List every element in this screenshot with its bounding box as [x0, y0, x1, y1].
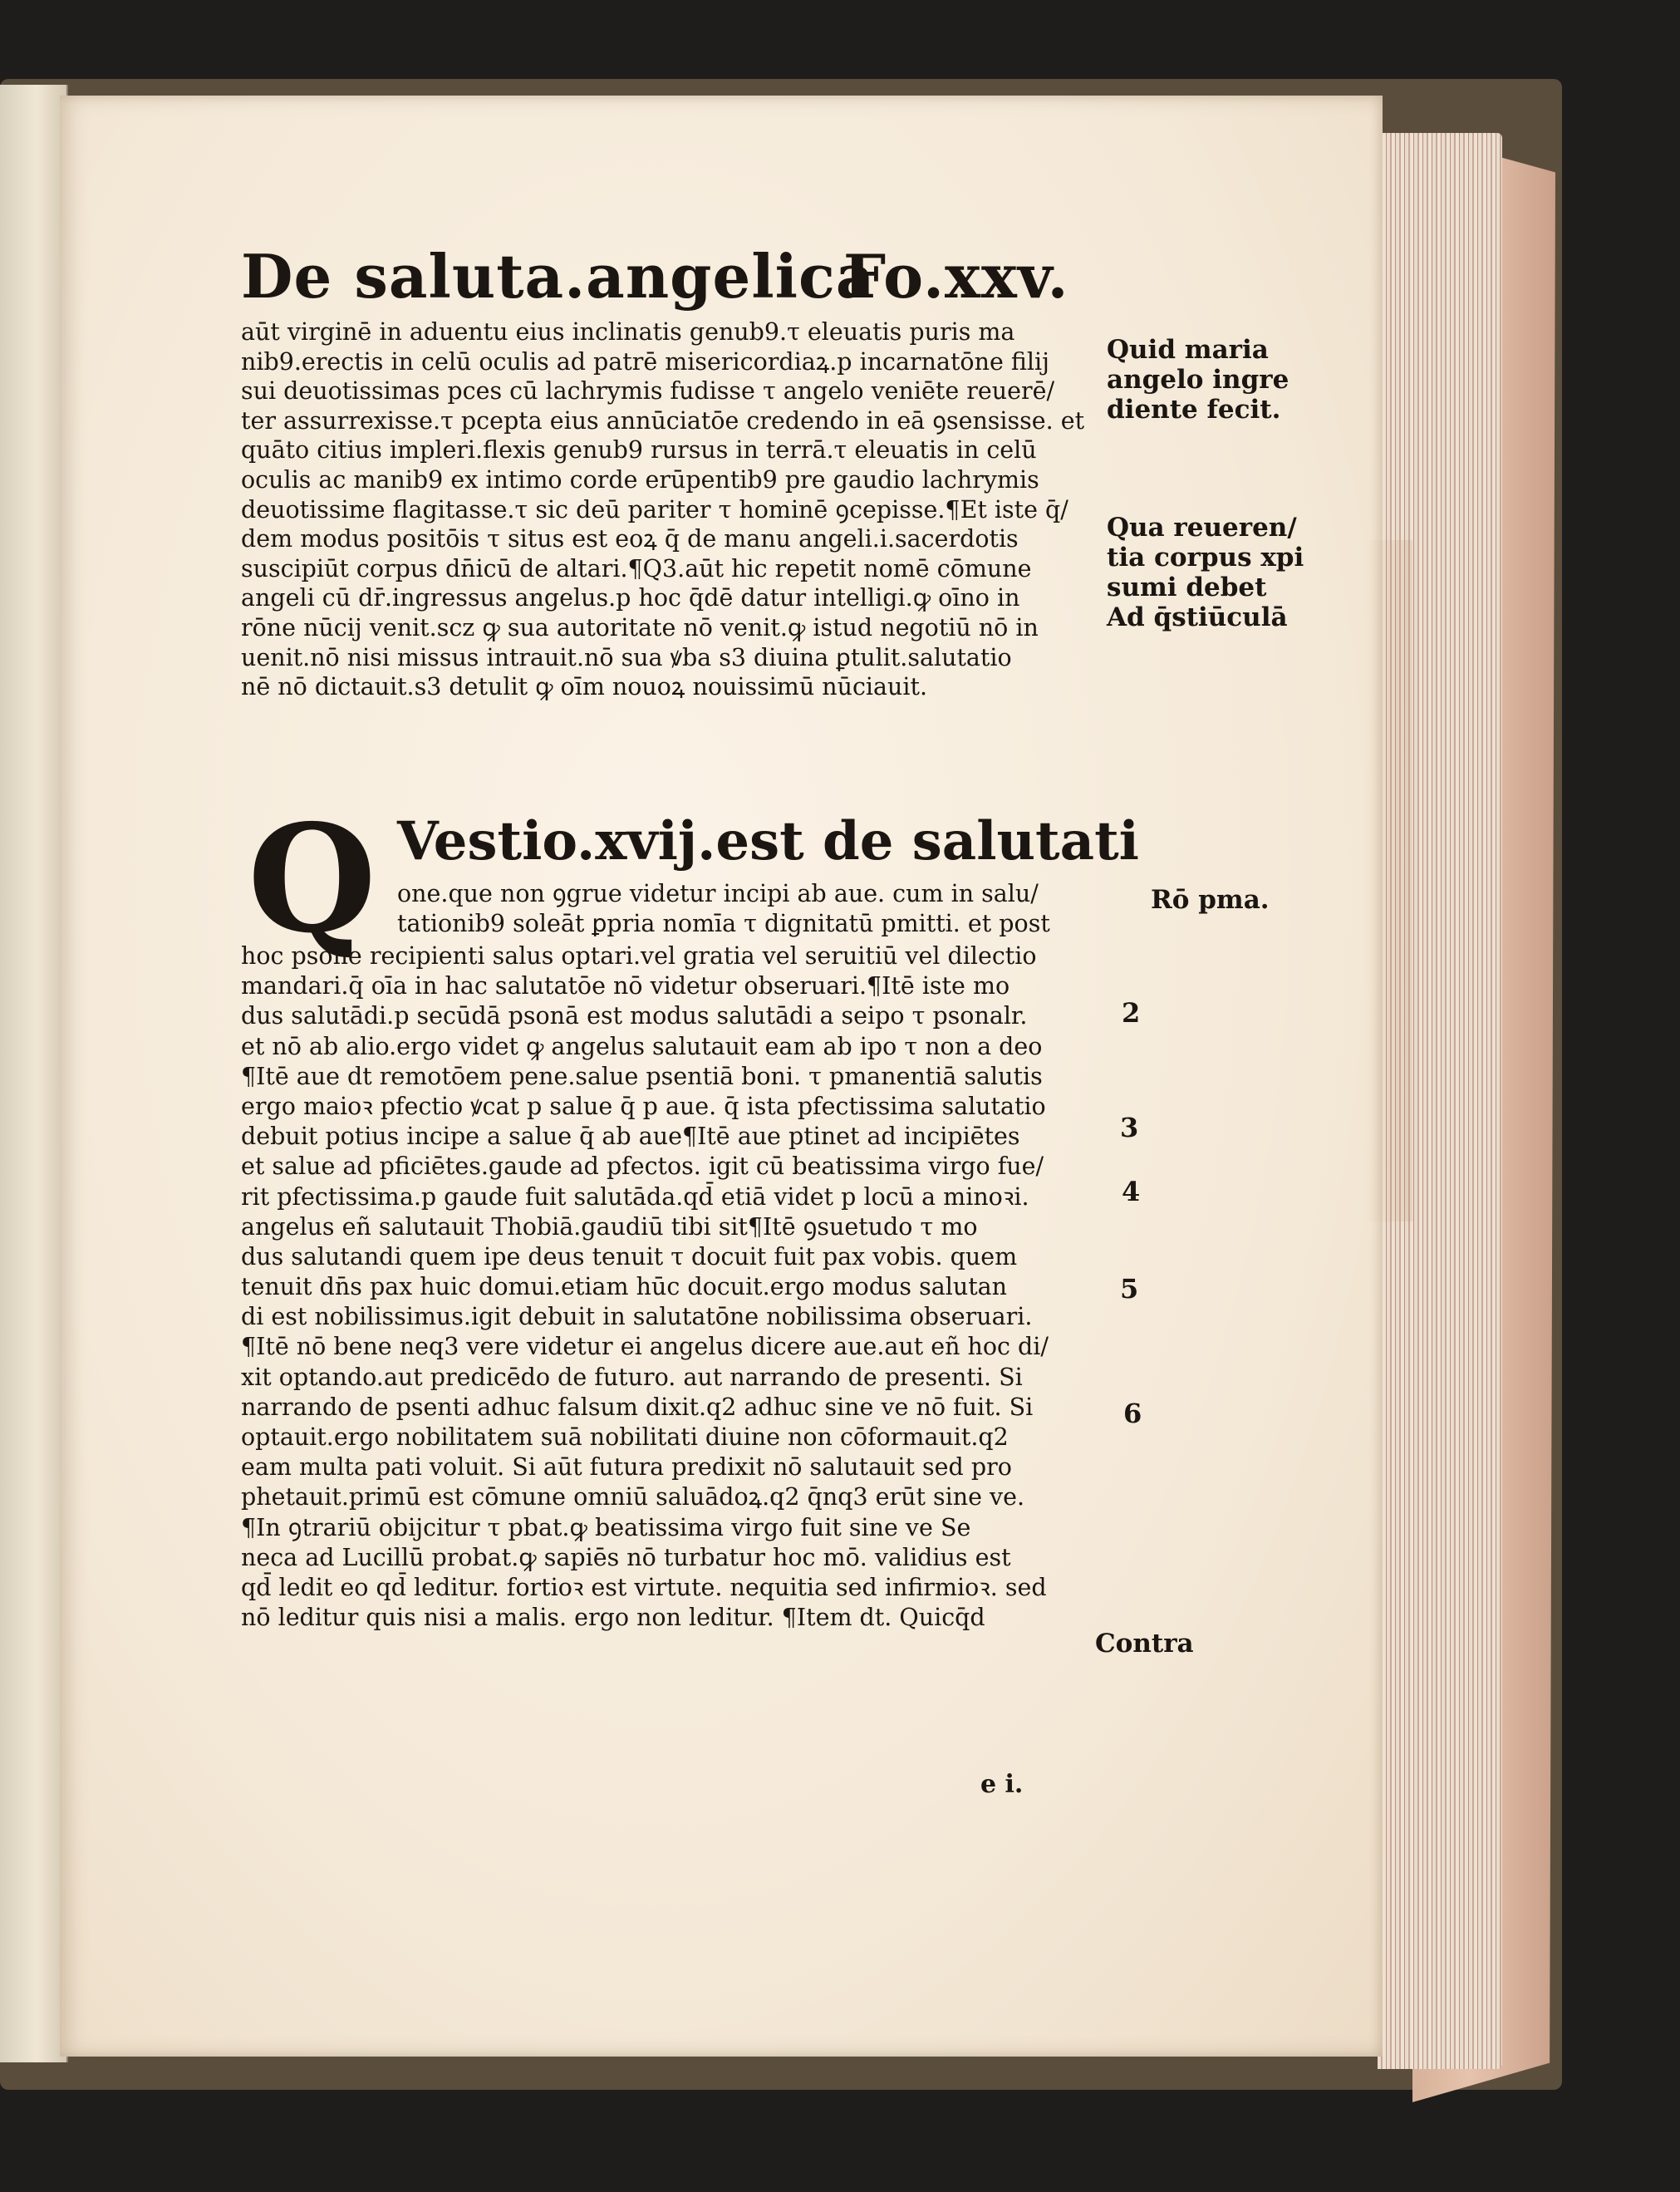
text-line: rit pfectissima.p gaude fuit salutāda.qd̄ etiā videt p locū a minoꝛi.	[241, 1182, 1029, 1211]
text-line: hoc psone recipienti salus optari.vel gratia vel seruitiū vel dilectio	[241, 942, 1037, 970]
margin-number: 3	[1120, 1112, 1139, 1143]
text-line: eam multa pati voluit. Si aūt futura predixit nō salutauit sed pro	[241, 1453, 1012, 1482]
text-line: oculis ac manib9 ex intimo corde erūpentib9 pre gaudio lachrymis	[241, 465, 1039, 494]
text-line: nib9.erectis in celū oculis ad patrē misericordiaꝝ.p incarnatōne filij	[241, 347, 1049, 376]
margin-note	[1107, 513, 1304, 632]
text-line: suscipiūt corpus dn̄icū de altari.¶Q3.aūt hic repetit nomē cōmune	[241, 554, 1032, 582]
body-text-top	[241, 317, 1113, 702]
text-line: debuit potius incipe a salue q̄ ab aue¶Itē aue ptinet ad incipiētes	[241, 1123, 1020, 1151]
text-line: optauit.ergo nobilitatem suā nobilitati diuine non cōformauit.q2	[241, 1423, 1009, 1451]
text-line: ter assurrexisse.τ pcepta eius annūciatōe credendo in eā ꝯsensisse. et	[241, 406, 1085, 435]
margin-note-line: Qua reueren/	[1107, 513, 1297, 543]
text-line: uenit.nō nisi missus intrauit.nō sua ꝟba s3 diuina ꝑtulit.salutatio	[241, 643, 1012, 671]
text-line: di est nobilissimus.igit debuit in salutatōne nobilissima obseruari.	[241, 1303, 1033, 1331]
text-line: angelus eñ salutauit Thobiā.gaudiū tibi sit¶Itē ꝯsuetudo τ mo	[241, 1212, 978, 1241]
margin-note-line: Rō pma.	[1151, 885, 1270, 915]
margin-number: 4	[1122, 1176, 1141, 1207]
text-line: nō leditur quis nisi a malis. ergo non leditur. ¶Item dt. Quicq̄d	[241, 1604, 985, 1632]
text-line: ergo maioꝛ pfectio ꝟcat p salue q̄ p aue. q̄ ista pfectissima salutatio	[241, 1092, 1046, 1120]
text-line: phetauit.primū est cōmune omniū saluādoꝝ.q2 q̄nq3 erūt sine ve.	[241, 1483, 1025, 1511]
text-line: dus salutādi.p secūdā psonā est modus salutādi a seipo τ psonalr.	[241, 1002, 1028, 1030]
margin-note	[1107, 335, 1289, 425]
text-line: narrando de psenti adhuc falsum dixit.q2 adhuc sine ve nō fuit. Si	[241, 1393, 1034, 1421]
text-line: dem modus positōis τ situs est eoꝝ q̄ de manu angeli.i.sacerdotis	[241, 525, 1019, 553]
question-heading: Vestio.xvij.est de salutati	[397, 810, 1139, 872]
text-line: nē nō dictauit.s3 detulit ꝙ oīm nouoꝝ nouissimū nūciauit.	[241, 673, 928, 701]
text-line: dus salutandi quem ipe deus tenuit τ docuit fuit pax vobis. quem	[241, 1242, 1018, 1270]
text-line: qd̄ ledit eo qd̄ leditur. fortioꝛ est virtute. nequitia sed infirmioꝛ. sed	[241, 1573, 1047, 1601]
margin-note-line: diente fecit.	[1107, 395, 1281, 425]
folio-number: Fo.xxv.	[843, 241, 1069, 312]
text-line: ¶Itē aue dt remotōem pene.salue psentiā boni. τ pmanentiā salutis	[241, 1062, 1043, 1090]
text-line: one.que non ꝯgrue videtur incipi ab aue. cum in salu/	[397, 880, 1039, 907]
text-line: mandari.q̄ oīa in hac salutatōe nō videtur obseruari.¶Itē iste mo	[241, 972, 1010, 1000]
body-text-indented	[397, 879, 1120, 939]
margin-note-line: tia corpus xpi	[1107, 543, 1304, 573]
text-line: aūt virginē in aduentu eius inclinatis genub9.τ eleuatis puris ma	[241, 318, 1015, 346]
text-line: rōne nūcij venit.scz ꝙ sua autoritate nō venit.ꝙ istud negotiū nō in	[241, 613, 1039, 641]
margin-note-line: angelo ingre	[1107, 365, 1289, 395]
margin-number: 6	[1123, 1398, 1142, 1429]
text-line: xit optando.aut predicēdo de futuro. aut narrando de presenti. Si	[241, 1363, 1023, 1391]
decorated-initial: Q	[247, 792, 377, 966]
margin-note-line: Ad q̄stiūculā	[1107, 602, 1288, 632]
text-line: quāto citius impleri.flexis genub9 rursus in terrā.τ eleuatis in celū	[241, 436, 1037, 464]
text-line: et salue ad pficiētes.gaude ad pfectos. igit cū beatissima virgo fue/	[241, 1153, 1044, 1181]
margin-note	[1095, 1629, 1194, 1659]
page-stain	[1363, 540, 1412, 1221]
previous-page-edge	[0, 85, 68, 2062]
text-line: deuotissime flagitasse.τ sic deū pariter τ hominē ꝯcepisse.¶Et iste q̄/	[241, 495, 1068, 523]
text-line: tenuit dn̄s pax huic domui.etiam hūc docuit.ergo modus salutan	[241, 1273, 1008, 1301]
body-text-bottom	[241, 941, 1113, 1633]
margin-note	[1151, 885, 1270, 915]
signature-mark: e i.	[980, 1770, 1024, 1799]
text-line: sui deuotissimas pces cū lachrymis fudisse τ angelo veniēte reuerē/	[241, 377, 1055, 405]
margin-number: 5	[1120, 1273, 1139, 1305]
header-title: De saluta.angelica	[241, 241, 876, 312]
text-line: tationib9 soleāt ꝑpria nomīa τ dignitatū pmitti. et post	[397, 910, 1050, 937]
text-line: angeli cū dr̄.ingressus angelus.p hoc q̄dē datur intelligi.ꝙ oīno in	[241, 584, 1020, 612]
margin-note-line: Contra	[1095, 1629, 1194, 1659]
text-line: ¶Itē nō bene neq3 vere videtur ei angelus dicere aue.aut eñ hoc di/	[241, 1333, 1049, 1361]
text-line: et nō ab alio.ergo videt ꝙ angelus salutauit eam ab ipo τ non a deo	[241, 1032, 1043, 1060]
margin-note-line: Quid maria	[1107, 335, 1269, 365]
text-line: neca ad Lucillū probat.ꝙ sapiēs nō turbatur hoc mō. validius est	[241, 1543, 1011, 1571]
running-header	[241, 241, 1072, 316]
margin-note-line: sumi debet	[1107, 573, 1267, 602]
margin-number: 2	[1122, 997, 1141, 1029]
text-line: ¶In ꝯtrariū obijcitur τ pbat.ꝙ beatissima virgo fuit sine ve Se	[241, 1513, 971, 1541]
